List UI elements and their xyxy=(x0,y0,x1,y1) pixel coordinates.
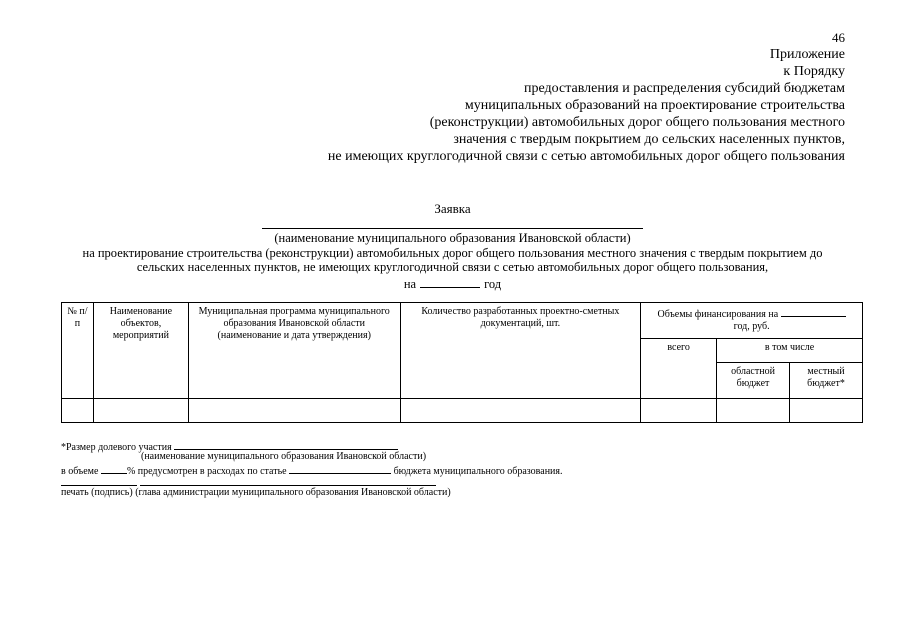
year-blank xyxy=(420,276,480,288)
header-local-budget: местный бюджет* xyxy=(790,363,863,399)
funding-prefix: Объемы финансирования на xyxy=(657,309,779,320)
municipality-name-caption: (наименование муниципального образования Ивановской области) xyxy=(274,231,631,245)
volume-article-blank xyxy=(289,463,391,474)
volume-prefix: в объеме xyxy=(61,466,99,477)
table-row xyxy=(62,399,863,423)
volume-suffix: бюджета муниципального образования. xyxy=(393,466,563,477)
header-funding xyxy=(641,303,863,339)
share-row xyxy=(61,439,563,451)
table-cell xyxy=(717,399,790,423)
volume-row xyxy=(61,463,563,475)
signature-blank-2 xyxy=(140,475,436,486)
table-cell xyxy=(400,399,641,423)
header-including: в том числе xyxy=(717,339,863,363)
header-regional-budget: областной бюджет xyxy=(717,363,790,399)
header-program: Муниципальная программа муниципального образования Ивановской области (наименование и дата утверждения) xyxy=(188,303,400,399)
document-title: Заявка xyxy=(434,201,471,216)
appendix-header xyxy=(328,46,845,165)
funding-suffix: год, руб. xyxy=(733,321,770,332)
year-prefix: на xyxy=(403,277,417,291)
table-cell xyxy=(188,399,400,423)
purpose-line: сельских населенных пунктов, не имеющих круглогодичной связи с сетью автомобильных дорог общего пользования, xyxy=(136,260,769,274)
purpose-line: на проектирование строительства (реконструкции) автомобильных дорог общего пользования местного значения с твердым покрытием до xyxy=(82,246,823,260)
share-label: *Размер долевого участия xyxy=(61,442,172,453)
share-caption-row xyxy=(61,451,563,463)
signature-lines-row xyxy=(61,475,563,487)
appendix-line: значения с твердым покрытием до сельских населенных пунктов, xyxy=(453,132,845,147)
application-table xyxy=(61,302,863,423)
header-objects: Наименование объектов, мероприятий xyxy=(93,303,188,399)
signature-blank-1 xyxy=(61,475,137,486)
appendix-line: Приложение xyxy=(769,47,845,62)
funding-year-blank xyxy=(781,306,846,317)
signature-caption-row xyxy=(61,487,563,499)
appendix-line: не имеющих круглогодичной связи с сетью автомобильных дорог общего пользования xyxy=(327,149,845,164)
footer-notes xyxy=(61,439,563,499)
signature-caption: печать (подпись) (глава администрации муниципального образования Ивановской области) xyxy=(61,487,451,498)
table-cell xyxy=(641,399,717,423)
share-caption: (наименование муниципального образования Ивановской области) xyxy=(141,451,427,462)
header-number: № п/п xyxy=(62,303,94,399)
purpose-text xyxy=(40,246,865,274)
table-cell xyxy=(790,399,863,423)
share-blank xyxy=(174,439,398,450)
table-cell xyxy=(62,399,94,423)
year-line xyxy=(0,276,905,292)
volume-middle: % предусмотрен в расходах по статье xyxy=(126,466,287,477)
appendix-line: предоставления и распределения субсидий бюджетам xyxy=(523,81,845,96)
table-cell xyxy=(93,399,188,423)
volume-percent-blank xyxy=(101,463,127,474)
appendix-line: муниципальных образований на проектирование строительства xyxy=(464,98,845,113)
appendix-line: (реконструкции) автомобильных дорог общего пользования местного xyxy=(429,115,845,130)
header-document-count: Количество разработанных проектно-сметных документаций, шт. xyxy=(400,303,641,399)
page-number: 46 xyxy=(832,30,845,45)
appendix-line: к Порядку xyxy=(783,64,845,79)
header-total: всего xyxy=(641,339,717,399)
municipality-name-blank-line xyxy=(262,228,643,229)
year-suffix: год xyxy=(484,277,502,291)
